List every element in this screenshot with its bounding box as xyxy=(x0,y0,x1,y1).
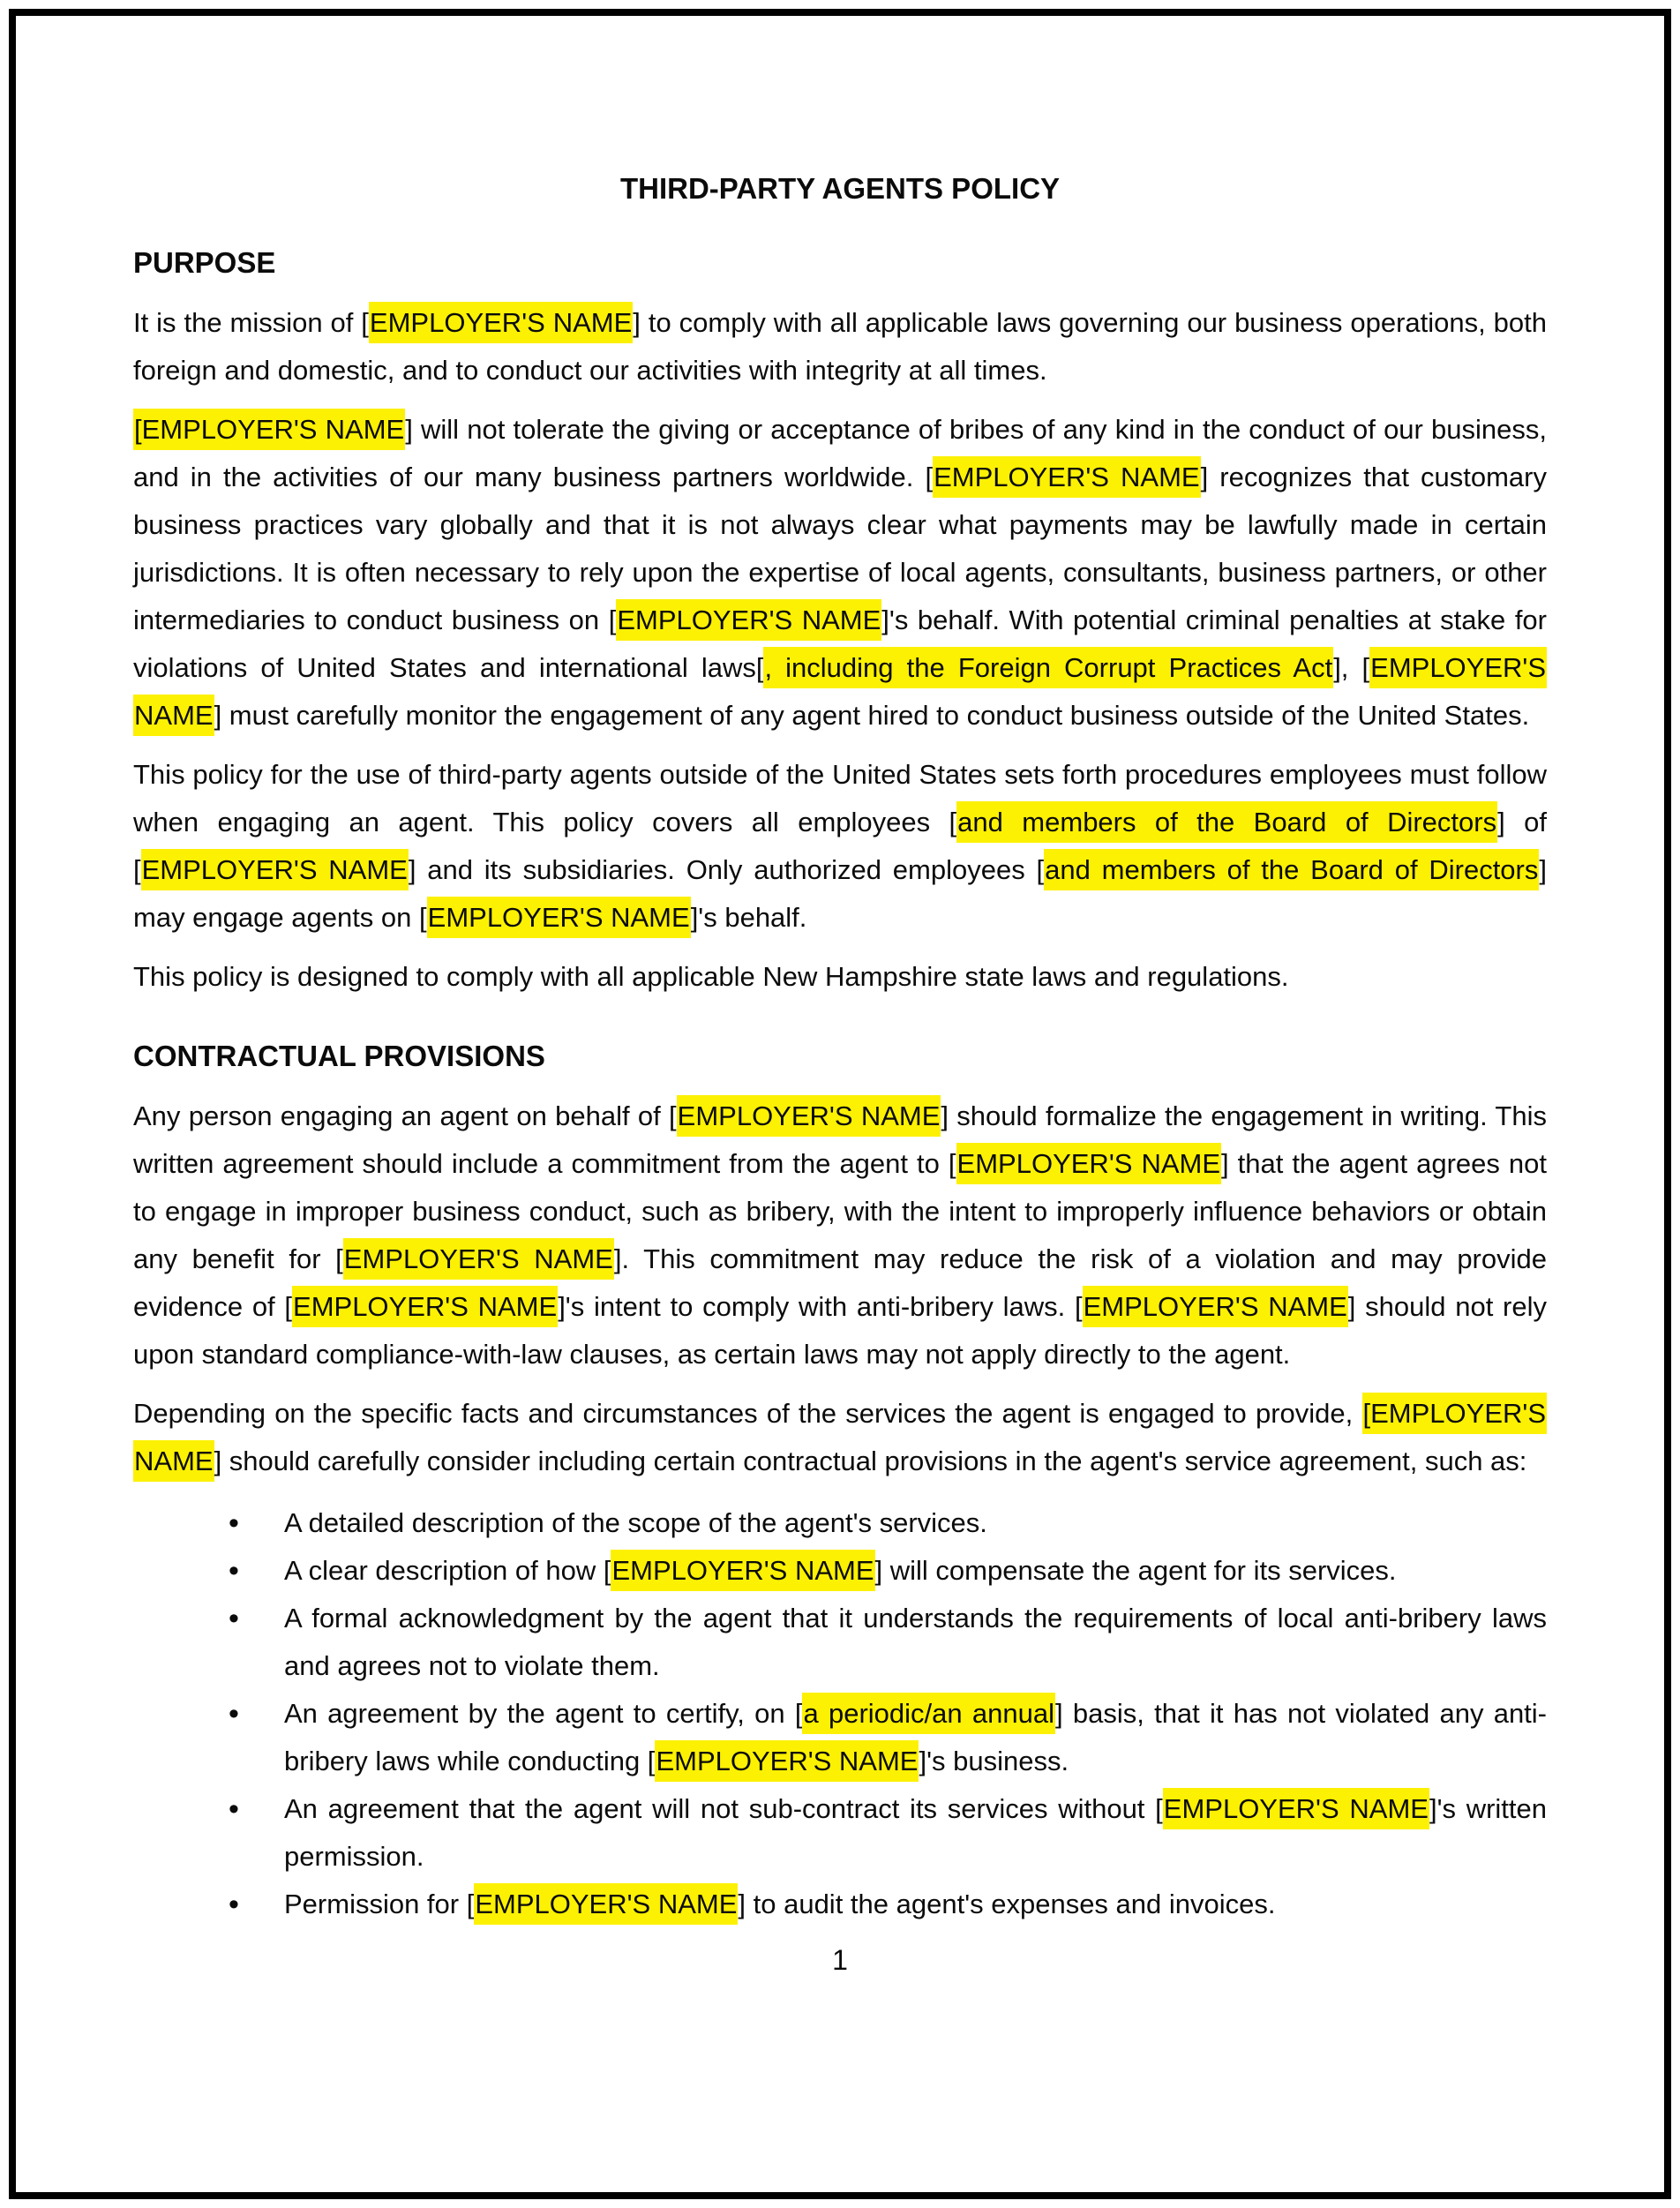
page-content xyxy=(133,0,1547,1978)
page-number: 1 xyxy=(832,1944,848,1976)
text-run: It is the mission of [ xyxy=(133,307,369,338)
highlighted-text: EMPLOYER'S NAME xyxy=(133,647,1547,736)
highlighted-text: [EMPLOYER'S NAME xyxy=(133,409,405,450)
text-run: A detailed description of the scope of the agent's services. xyxy=(284,1507,987,1538)
text-run: ], [ xyxy=(1333,652,1370,683)
highlighted-text: EMPLOYER'S NAME xyxy=(474,1883,738,1925)
highlighted-text: EMPLOYER'S NAME xyxy=(956,1143,1221,1184)
text-run: ]'s intent to comply with anti-bribery laws. [ xyxy=(558,1291,1083,1322)
bullet-item xyxy=(133,1690,1547,1785)
highlighted-text: EMPLOYER'S NAME xyxy=(677,1095,941,1137)
text-run: An agreement by the agent to certify, on [ xyxy=(284,1698,803,1729)
text-run: ] and its subsidiaries. Only authorized employees [ xyxy=(408,854,1045,885)
highlighted-text: EMPLOYER'S NAME xyxy=(1163,1788,1429,1829)
document-blocks xyxy=(133,244,1547,1928)
text-run: ]'s behalf. xyxy=(690,902,807,933)
text-run: ] to comply with all applicable laws governing our business operations, both foreign and domestic, and to conduct our activities with integrity at all times. xyxy=(133,307,1547,386)
text-run: ]'s business. xyxy=(919,1746,1069,1776)
text-run: ]'s behalf. With potential criminal penalties at stake for violations of United States and international laws[ xyxy=(133,605,1547,683)
highlighted-text: EMPLOYER'S NAME xyxy=(655,1740,919,1782)
text-run: ] should formalize the engagement in writing. This written agreement should include a commitment from the agent to [ xyxy=(133,1100,1547,1179)
text-run: ] basis, that it has not violated any anti-bribery laws while conducting [ xyxy=(284,1698,1548,1776)
highlighted-text: EMPLOYER'S NAME xyxy=(611,1550,874,1591)
highlighted-text: a periodic/an annual xyxy=(802,1693,1055,1734)
text-run: This policy is designed to comply with all applicable New Hampshire state laws and regulations. xyxy=(133,961,1289,992)
bullet-item xyxy=(133,1785,1547,1881)
bullet-item xyxy=(133,1595,1547,1690)
bullet-item xyxy=(133,1881,1547,1928)
text-run: This policy for the use of third-party agents outside of the United States sets forth procedures employees must follow when engaging an agent. This policy covers all employees [ xyxy=(133,759,1547,837)
text-run: ] must carefully monitor the engagement of any agent hired to conduct business outside of the United States. xyxy=(214,700,1530,731)
highlighted-text: EMPLOYER'S NAME xyxy=(369,302,633,343)
text-run: ]'s written permission. xyxy=(284,1793,1548,1872)
highlighted-text: EMPLOYER'S NAME xyxy=(933,456,1201,498)
text-run: ] recognizes that customary business practices vary globally and that it is not always clear what payments may be lawfully made in certain jurisdictions. It is often necessary to rely upon the expertise of local agents, consultants, business partners, or other intermediaries to conduct business on [ xyxy=(133,462,1547,635)
bullet-item xyxy=(133,1499,1547,1547)
text-run: ] will not tolerate the giving or acceptance of bribes of any kind in the conduct of our business, and in the activities of our many business partners worldwide. [ xyxy=(133,414,1548,492)
highlighted-text: , including the Foreign Corrupt Practices Act xyxy=(763,647,1333,688)
highlighted-text: EMPLOYER'S NAME xyxy=(292,1286,558,1327)
text-run: ] may engage agents on [ xyxy=(133,854,1547,933)
text-run: ] will compensate the agent for its services. xyxy=(874,1555,1397,1586)
highlighted-text: EMPLOYER'S NAME xyxy=(1083,1286,1348,1327)
highlighted-text: EMPLOYER'S NAME xyxy=(427,897,691,938)
text-run: A formal acknowledgment by the agent that it understands the requirements of local anti-bribery laws and agrees not to violate them. xyxy=(284,1603,1547,1681)
text-run: ] should carefully consider including certain contractual provisions in the agent's service agreement, such as: xyxy=(214,1446,1527,1476)
highlighted-text: EMPLOYER'S NAME xyxy=(616,599,881,641)
text-run: ] of [ xyxy=(133,807,1547,885)
highlighted-text: and members of the Board of Directors xyxy=(1044,849,1539,890)
page-title: THIRD-PARTY AGENTS POLICY xyxy=(619,172,1061,205)
text-run: ] to audit the agent's expenses and invoices. xyxy=(738,1889,1276,1919)
highlighted-text: and members of the Board of Directors xyxy=(956,801,1497,843)
text-run: Permission for [ xyxy=(284,1889,475,1919)
section-heading: CONTRACTUAL PROVISIONS xyxy=(133,1040,545,1072)
paragraph xyxy=(133,1093,1547,1378)
text-run: A clear description of how [ xyxy=(284,1555,611,1586)
text-run: An agreement that the agent will not sub-contract its services without [ xyxy=(284,1793,1163,1824)
bullet-item xyxy=(133,1547,1547,1595)
text-run: ] should not rely upon standard compliance-with-law clauses, as certain laws may not apply directly to the agent. xyxy=(133,1291,1547,1370)
bullet-list xyxy=(133,1499,1547,1928)
highlighted-text: EMPLOYER'S NAME xyxy=(343,1238,614,1280)
text-run: ]. This commitment may reduce the risk of a violation and may provide evidence of [ xyxy=(133,1243,1547,1322)
section-heading: PURPOSE xyxy=(133,246,276,279)
paragraph xyxy=(133,406,1547,740)
text-run: Any person engaging an agent on behalf of [ xyxy=(133,1100,677,1131)
text-run: ] that the agent agrees not to engage in improper business conduct, such as bribery, with the intent to improperly influence behaviors or obtain any benefit for [ xyxy=(133,1148,1548,1274)
text-run: Depending on the specific facts and circumstances of the services the agent is engaged to provide, xyxy=(133,1398,1362,1429)
paragraph xyxy=(133,751,1547,942)
highlighted-text: EMPLOYER'S NAME xyxy=(141,849,409,890)
paragraph xyxy=(133,953,1547,1001)
highlighted-text: [EMPLOYER'S NAME xyxy=(133,1393,1547,1482)
paragraph xyxy=(133,1390,1547,1485)
paragraph xyxy=(133,299,1547,394)
